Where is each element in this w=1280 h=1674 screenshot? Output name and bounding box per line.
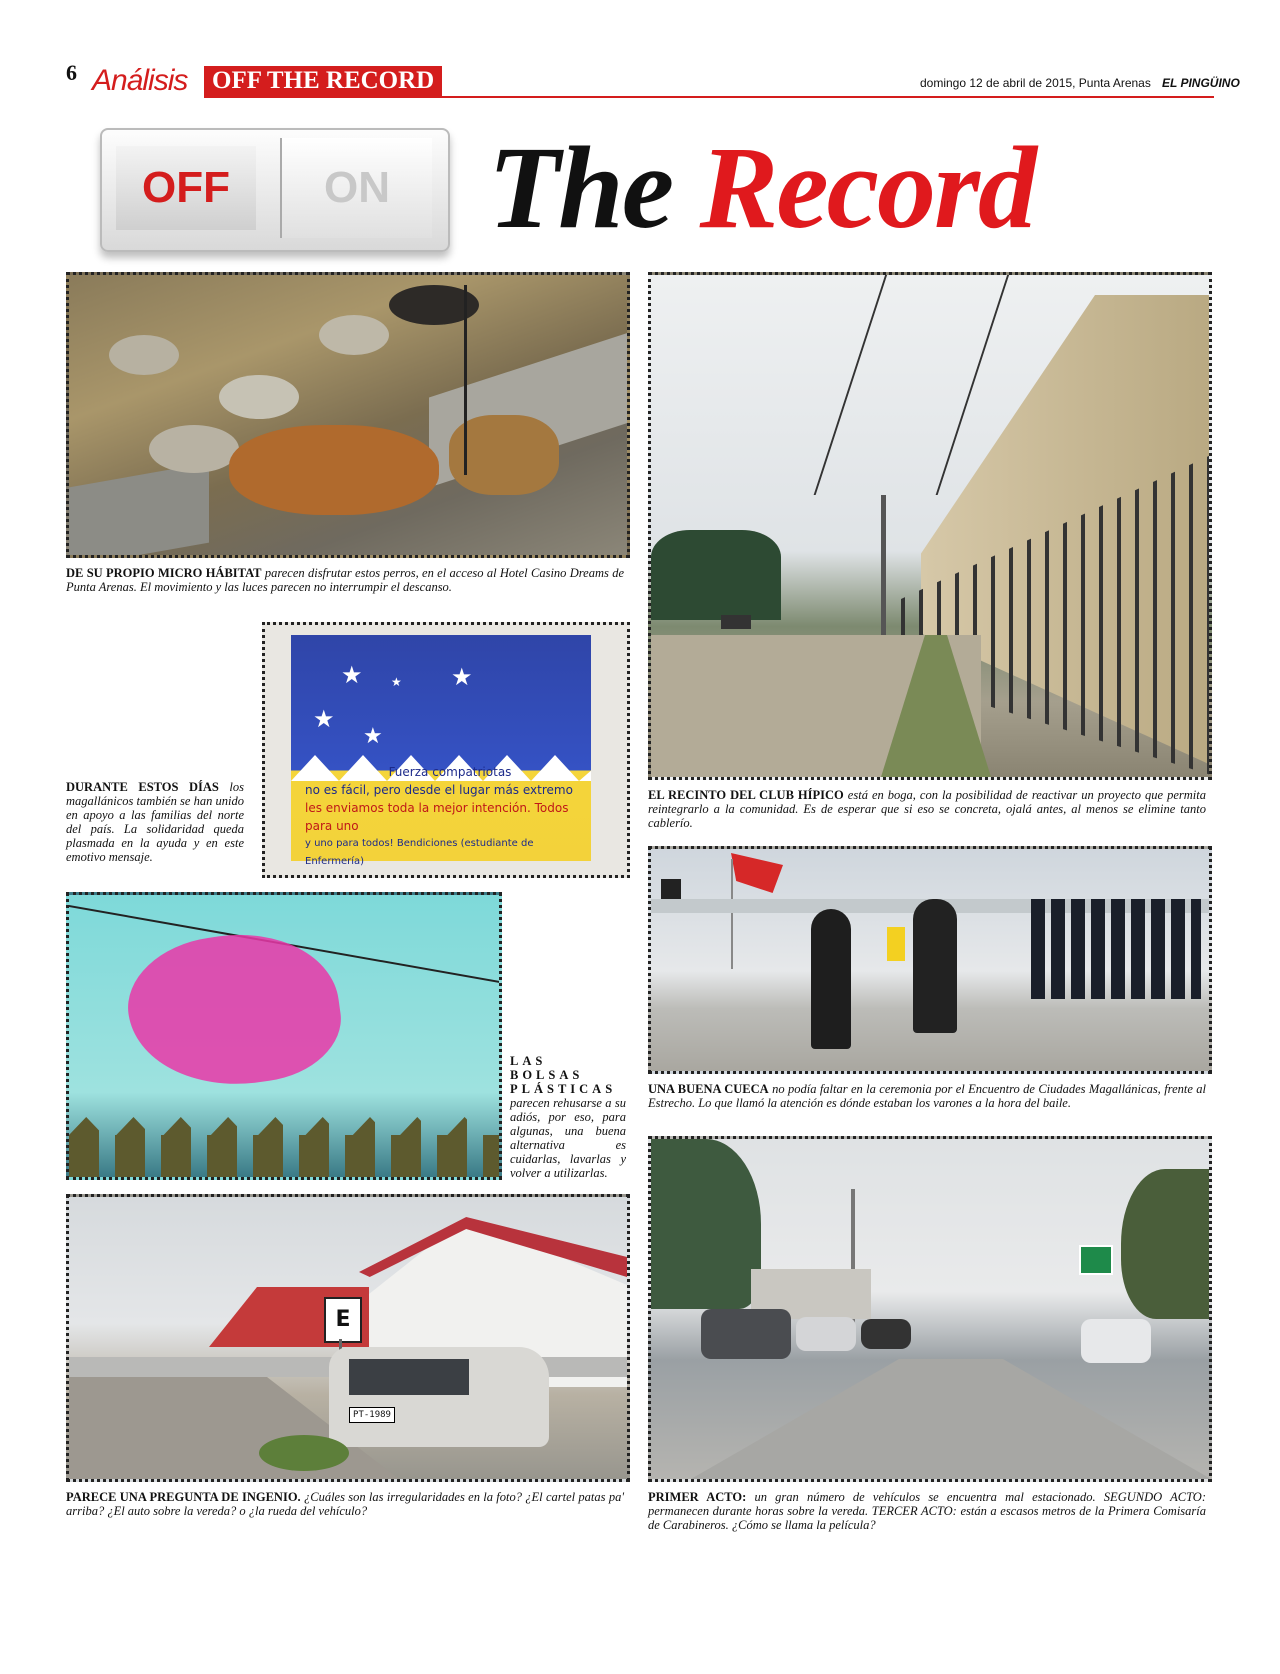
photo-cueca <box>648 846 1212 1074</box>
caption-car-on-sidewalk <box>66 1490 624 1518</box>
note-line: no es fácil, pero desde el lugar más extremo <box>305 783 573 797</box>
caption-flag-text: los magallánicos también se han unido en apoyo a las familias del norte del país. La solidaridad queda plasmada en la ayuda y en este emotivo mensaje. <box>66 780 244 864</box>
green-street-sign <box>1079 1245 1113 1275</box>
caption-dogs <box>66 566 624 594</box>
caption-flag-lead: DURANTE ESTOS DÍAS <box>66 780 219 794</box>
rock <box>319 315 389 355</box>
caption-street-text: un gran número de vehículos se encuentra mal estacionado. SEGUNDO ACTO: permanecen durante horas sobre la vereda. TERCER ACTO: están a escasos metros de la Primera Comisaría de Carabineros. ¿Cómo se llama la película? <box>648 1490 1206 1532</box>
star-icon: ★ <box>313 707 335 733</box>
handwritten-note <box>305 763 595 871</box>
page-number: 6 <box>66 60 77 85</box>
section-name: Análisis <box>92 64 188 97</box>
off-on-switch-graphic <box>100 128 450 252</box>
caption-street-lead: PRIMER ACTO: <box>648 1490 747 1504</box>
page-title <box>488 118 1035 258</box>
pole <box>464 285 467 475</box>
star-icon: ★ <box>341 663 363 689</box>
caption-cueca-text: no podía faltar en la ceremonia por el Encuentro de Ciudades Magallánicas, frente al Estrecho. Lo que llamó la atención es dónde estaban los varones a la hora del baile. <box>648 1082 1206 1110</box>
caption-cueca <box>648 1082 1206 1110</box>
switch-on-label: ON <box>280 138 432 238</box>
caption-club-hipico <box>648 788 1206 830</box>
dateline: domingo 12 de abril de 2015, Punta Arenas <box>920 76 1151 90</box>
star-icon: ★ <box>451 665 473 691</box>
caption-flag-message <box>66 780 244 864</box>
note-line: y uno para todos! Bendiciones (estudiante de Enfermería) <box>305 838 534 867</box>
license-plate: PT-1989 <box>349 1407 395 1423</box>
header-rule <box>204 96 1214 98</box>
section-label: OFF THE RECORD <box>204 66 442 96</box>
wooden-fence <box>69 1117 499 1177</box>
caption-parked-cars-street <box>648 1490 1206 1532</box>
photo-car-on-sidewalk <box>66 1194 630 1482</box>
star-icon: ★ <box>391 675 402 689</box>
tree <box>1121 1169 1209 1319</box>
car-window <box>349 1359 469 1395</box>
caption-club-lead: EL RECINTO DEL CLUB HÍPICO <box>648 788 844 802</box>
brown-dog <box>229 425 439 515</box>
navy-band <box>1031 899 1201 999</box>
grass-patch <box>259 1435 349 1471</box>
tree <box>651 1139 761 1309</box>
note-line: les enviamos toda la mejor intención. Todos para uno <box>305 801 569 833</box>
rock <box>109 335 179 375</box>
star-icon: ★ <box>363 723 383 748</box>
title-word-the: The <box>488 122 673 253</box>
sidewalk <box>69 463 209 558</box>
caption-cueca-lead: UNA BUENA CUECA <box>648 1082 769 1096</box>
caption-dogs-lead: DE SU PROPIO MICRO HÁBITAT <box>66 566 262 580</box>
caption-car-lead: PARECE UNA PREGUNTA DE INGENIO. <box>66 1490 301 1504</box>
dancer-woman <box>811 909 851 1049</box>
photo-parked-cars-street <box>648 1136 1212 1482</box>
title-word-record: Record <box>699 122 1035 253</box>
caption-bag-text: parecen rehusarse a su adiós, por eso, para algunas, una buena alternativa es cuidarlas, lavarlas y volver a utilizarlas. <box>510 1096 626 1180</box>
road <box>691 1359 1211 1479</box>
parking-sign: E <box>324 1297 362 1343</box>
parked-car <box>796 1317 856 1351</box>
chilean-flag <box>731 853 783 893</box>
photo-plastic-bag <box>66 892 502 1180</box>
photo-flag-message <box>262 622 630 878</box>
rock <box>219 375 299 419</box>
photo-dogs <box>66 272 630 558</box>
photo-club-hipico <box>648 272 1212 780</box>
parked-car <box>1081 1319 1151 1363</box>
caption-plastic-bag <box>510 1054 626 1180</box>
caption-bag-lead: LAS BOLSAS PLÁSTICAS <box>510 1054 617 1096</box>
caption-club-text: está en boga, con la posibilidad de reactivar un proyecto que permita reintegrarlo a la comunidad. Es de esperar que si eso se concreta, ojalá antes, al menos se elimine tanto cablerío. <box>648 788 1206 830</box>
parked-car <box>861 1319 911 1349</box>
switch-off-label: OFF <box>116 146 256 230</box>
cables <box>814 272 1013 495</box>
dancer-woman <box>913 899 957 1033</box>
handkerchief <box>887 927 905 961</box>
note-line: Fuerza compatriotas <box>388 765 512 779</box>
caption-car-text: ¿Cuáles son las irregularidades en la foto? ¿El cartel patas pa' arriba? ¿El auto sobre la vereda? o ¿la rueda del vehículo? <box>66 1490 624 1518</box>
newspaper-brand: EL PINGÜINO <box>1162 76 1240 90</box>
rock <box>149 425 239 473</box>
trees <box>651 530 781 620</box>
flagpole <box>731 859 733 969</box>
car <box>721 615 751 629</box>
parked-suv <box>701 1309 791 1359</box>
caption-dogs-text: parecen disfrutar estos perros, en el acceso al Hotel Casino Dreams de Punta Arenas. El movimiento y las luces parecen no interrumpir el descanso. <box>66 566 624 594</box>
